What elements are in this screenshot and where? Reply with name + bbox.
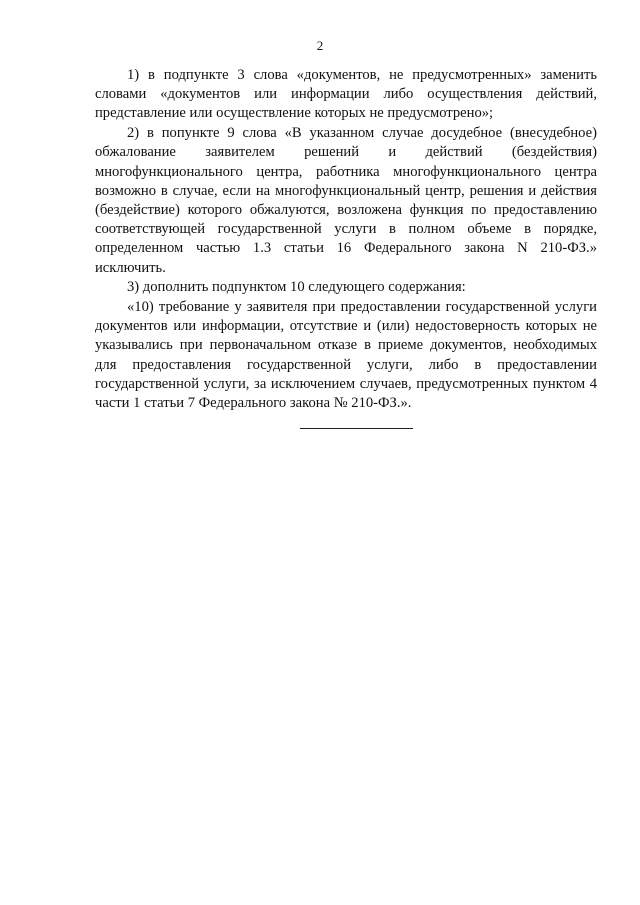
paragraph-subitem-9: 2) в попункте 9 слова «В указанном случае досудебное (внесудебное) обжалование заявителем решений и действий (бездействия) многофункционального центра, работника многофункционального центра возможно в случае, если на многофункциональный центр, решения и действия (бездействие) которого обжалуются, возложена функция по предоставлению соответствующей государственной услуги в полном объеме в порядке, определенном частью 1.3 статьи 16 Федерального закона N 210-ФЗ.» исключить. <box>95 125 597 276</box>
paragraph-subitem-3: 1) в подпункте 3 слова «документов, не предусмотренных» заменить словами «документов или информации либо осуществления действий, представление или осуществление которых не предусмотрено»; <box>95 67 597 122</box>
paragraph-subitem-10-text: «10) требование у заявителя при предоставлении государственной услуги документов или информации, отсутствие и (или) недостоверность которых не указывались при первоначальном отказе в приеме документов, необходимых для предоставления государственной услуги, либо в предоставлении государственной услуги, за исключением случаев, предусмотренных пунктом 4 части 1 статьи 7 Федерального закона № 210-ФЗ.». <box>95 298 597 411</box>
paragraph-add-subitem-10: 3) дополнить подпунктом 10 следующего содержания: <box>127 279 466 296</box>
document-body <box>95 66 597 414</box>
end-separator-line <box>300 428 413 429</box>
page-number: 2 <box>316 38 324 53</box>
